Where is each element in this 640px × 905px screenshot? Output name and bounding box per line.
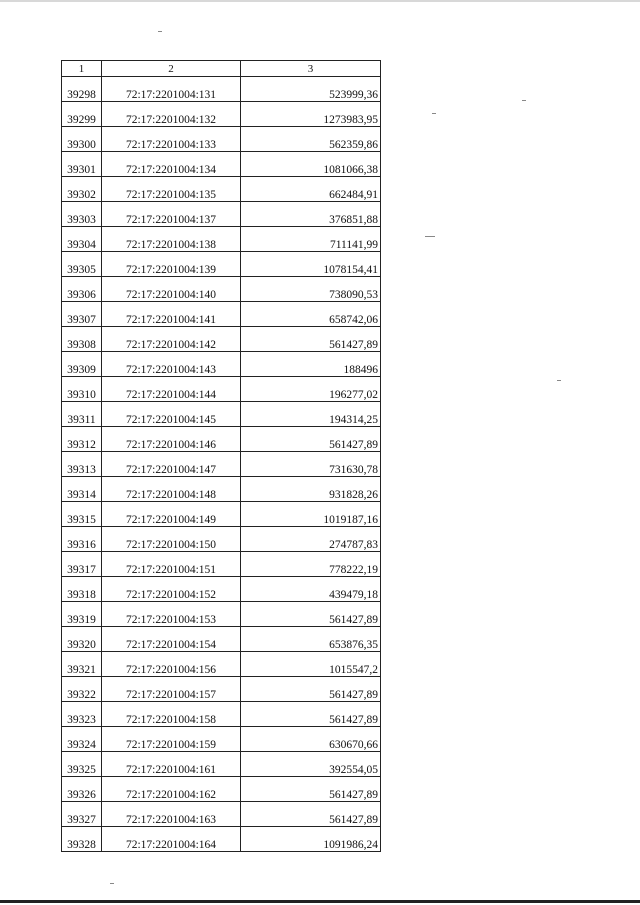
cadastral-value-cell: 1015547,2 bbox=[241, 652, 381, 677]
cadastral-number-cell: 72:17:2201004:149 bbox=[102, 502, 241, 527]
cadastral-value-cell: 392554,05 bbox=[241, 752, 381, 777]
cadastral-value-cell: 630670,66 bbox=[241, 727, 381, 752]
cadastral-number-cell: 72:17:2201004:161 bbox=[102, 752, 241, 777]
row-number-cell: 39300 bbox=[62, 127, 102, 152]
cadastral-number-cell: 72:17:2201004:150 bbox=[102, 527, 241, 552]
cadastral-value-cell: 188496 bbox=[241, 352, 381, 377]
cadastral-number-cell: 72:17:2201004:156 bbox=[102, 652, 241, 677]
cadastral-number-cell: 72:17:2201004:147 bbox=[102, 452, 241, 477]
table-row bbox=[62, 352, 381, 377]
row-number-cell: 39322 bbox=[62, 677, 102, 702]
table-row bbox=[62, 452, 381, 477]
row-number-cell: 39319 bbox=[62, 602, 102, 627]
table-row bbox=[62, 277, 381, 302]
row-number-cell: 39326 bbox=[62, 777, 102, 802]
column-header-1: 1 bbox=[62, 61, 102, 77]
scan-speck bbox=[522, 100, 526, 101]
row-number-cell: 39310 bbox=[62, 377, 102, 402]
cadastral-number-cell: 72:17:2201004:141 bbox=[102, 302, 241, 327]
cadastral-number-cell: 72:17:2201004:139 bbox=[102, 252, 241, 277]
cadastral-number-cell: 72:17:2201004:132 bbox=[102, 102, 241, 127]
table-row bbox=[62, 727, 381, 752]
cadastral-value-cell: 561427,89 bbox=[241, 327, 381, 352]
page-top-edge bbox=[0, 0, 640, 2]
table-row bbox=[62, 627, 381, 652]
cadastral-number-cell: 72:17:2201004:159 bbox=[102, 727, 241, 752]
cadastral-value-cell: 731630,78 bbox=[241, 452, 381, 477]
cadastral-number-cell: 72:17:2201004:142 bbox=[102, 327, 241, 352]
cadastral-number-cell: 72:17:2201004:140 bbox=[102, 277, 241, 302]
cadastral-value-cell: 1019187,16 bbox=[241, 502, 381, 527]
row-number-cell: 39299 bbox=[62, 102, 102, 127]
column-header-3: 3 bbox=[241, 61, 381, 77]
cadastral-number-cell: 72:17:2201004:137 bbox=[102, 202, 241, 227]
cadastral-number-cell: 72:17:2201004:146 bbox=[102, 427, 241, 452]
cadastral-value-cell: 561427,89 bbox=[241, 802, 381, 827]
cadastral-value-cell: 1078154,41 bbox=[241, 252, 381, 277]
table-row bbox=[62, 127, 381, 152]
cadastral-value-cell: 658742,06 bbox=[241, 302, 381, 327]
table-row bbox=[62, 827, 381, 852]
table-row bbox=[62, 502, 381, 527]
row-number-cell: 39301 bbox=[62, 152, 102, 177]
row-number-cell: 39313 bbox=[62, 452, 102, 477]
cadastral-value-cell: 1273983,95 bbox=[241, 102, 381, 127]
cadastral-value-cell: 711141,99 bbox=[241, 227, 381, 252]
cadastral-value-cell: 561427,89 bbox=[241, 677, 381, 702]
table-row bbox=[62, 302, 381, 327]
table-row bbox=[62, 652, 381, 677]
table-row bbox=[62, 402, 381, 427]
table-row bbox=[62, 577, 381, 602]
cadastral-number-cell: 72:17:2201004:163 bbox=[102, 802, 241, 827]
cadastral-number-cell: 72:17:2201004:164 bbox=[102, 827, 241, 852]
row-number-cell: 39311 bbox=[62, 402, 102, 427]
row-number-cell: 39305 bbox=[62, 252, 102, 277]
cadastral-number-cell: 72:17:2201004:157 bbox=[102, 677, 241, 702]
cadastral-number-cell: 72:17:2201004:134 bbox=[102, 152, 241, 177]
table-row bbox=[62, 527, 381, 552]
cadastral-number-cell: 72:17:2201004:133 bbox=[102, 127, 241, 152]
table-row bbox=[62, 377, 381, 402]
table-header-row bbox=[62, 61, 381, 77]
cadastral-value-cell: 196277,02 bbox=[241, 377, 381, 402]
table-row bbox=[62, 552, 381, 577]
row-number-cell: 39324 bbox=[62, 727, 102, 752]
cadastral-number-cell: 72:17:2201004:131 bbox=[102, 77, 241, 102]
row-number-cell: 39298 bbox=[62, 77, 102, 102]
cadastral-value-cell: 931828,26 bbox=[241, 477, 381, 502]
table-row bbox=[62, 202, 381, 227]
row-number-cell: 39323 bbox=[62, 702, 102, 727]
table-row bbox=[62, 427, 381, 452]
cadastral-number-cell: 72:17:2201004:152 bbox=[102, 577, 241, 602]
cadastral-value-cell: 662484,91 bbox=[241, 177, 381, 202]
row-number-cell: 39304 bbox=[62, 227, 102, 252]
table-row bbox=[62, 752, 381, 777]
row-number-cell: 39321 bbox=[62, 652, 102, 677]
cadastral-value-cell: 561427,89 bbox=[241, 702, 381, 727]
table-row bbox=[62, 152, 381, 177]
scan-speck bbox=[110, 883, 114, 884]
cadastral-value-cell: 653876,35 bbox=[241, 627, 381, 652]
row-number-cell: 39317 bbox=[62, 552, 102, 577]
row-number-cell: 39315 bbox=[62, 502, 102, 527]
table-row bbox=[62, 327, 381, 352]
cadastral-number-cell: 72:17:2201004:151 bbox=[102, 552, 241, 577]
row-number-cell: 39314 bbox=[62, 477, 102, 502]
table-row bbox=[62, 177, 381, 202]
table-row bbox=[62, 477, 381, 502]
table-row bbox=[62, 102, 381, 127]
row-number-cell: 39320 bbox=[62, 627, 102, 652]
cadastral-value-cell: 274787,83 bbox=[241, 527, 381, 552]
cadastral-value-cell: 562359,86 bbox=[241, 127, 381, 152]
row-number-cell: 39308 bbox=[62, 327, 102, 352]
table-row bbox=[62, 677, 381, 702]
cadastral-value-cell: 376851,88 bbox=[241, 202, 381, 227]
row-number-cell: 39302 bbox=[62, 177, 102, 202]
row-number-cell: 39325 bbox=[62, 752, 102, 777]
row-number-cell: 39327 bbox=[62, 802, 102, 827]
table-row bbox=[62, 77, 381, 102]
scan-speck bbox=[425, 236, 435, 237]
row-number-cell: 39312 bbox=[62, 427, 102, 452]
cadastral-value-cell: 561427,89 bbox=[241, 602, 381, 627]
cadastral-value-cell: 1091986,24 bbox=[241, 827, 381, 852]
cadastral-number-cell: 72:17:2201004:138 bbox=[102, 227, 241, 252]
page-bottom-edge bbox=[0, 900, 640, 903]
cadastral-number-cell: 72:17:2201004:154 bbox=[102, 627, 241, 652]
cadastral-value-cell: 561427,89 bbox=[241, 427, 381, 452]
table-row bbox=[62, 602, 381, 627]
cadastral-value-cell: 194314,25 bbox=[241, 402, 381, 427]
scan-speck bbox=[432, 113, 436, 114]
cadastral-number-cell: 72:17:2201004:148 bbox=[102, 477, 241, 502]
cadastral-number-cell: 72:17:2201004:135 bbox=[102, 177, 241, 202]
column-header-2: 2 bbox=[102, 61, 241, 77]
table-row bbox=[62, 227, 381, 252]
cadastral-number-cell: 72:17:2201004:144 bbox=[102, 377, 241, 402]
cadastral-number-cell: 72:17:2201004:158 bbox=[102, 702, 241, 727]
scan-speck bbox=[158, 31, 162, 32]
cadastral-value-cell: 778222,19 bbox=[241, 552, 381, 577]
row-number-cell: 39306 bbox=[62, 277, 102, 302]
table-row bbox=[62, 252, 381, 277]
cadastral-value-cell: 1081066,38 bbox=[241, 152, 381, 177]
cadastral-value-cell: 439479,18 bbox=[241, 577, 381, 602]
row-number-cell: 39318 bbox=[62, 577, 102, 602]
table-row bbox=[62, 777, 381, 802]
row-number-cell: 39316 bbox=[62, 527, 102, 552]
row-number-cell: 39328 bbox=[62, 827, 102, 852]
cadastral-value-table bbox=[61, 60, 381, 852]
row-number-cell: 39307 bbox=[62, 302, 102, 327]
cadastral-number-cell: 72:17:2201004:145 bbox=[102, 402, 241, 427]
cadastral-number-cell: 72:17:2201004:153 bbox=[102, 602, 241, 627]
cadastral-number-cell: 72:17:2201004:162 bbox=[102, 777, 241, 802]
cadastral-value-cell: 561427,89 bbox=[241, 777, 381, 802]
table-row bbox=[62, 702, 381, 727]
table-row bbox=[62, 802, 381, 827]
row-number-cell: 39303 bbox=[62, 202, 102, 227]
cadastral-value-cell: 738090,53 bbox=[241, 277, 381, 302]
scan-speck bbox=[557, 380, 561, 381]
cadastral-value-cell: 523999,36 bbox=[241, 77, 381, 102]
row-number-cell: 39309 bbox=[62, 352, 102, 377]
cadastral-number-cell: 72:17:2201004:143 bbox=[102, 352, 241, 377]
